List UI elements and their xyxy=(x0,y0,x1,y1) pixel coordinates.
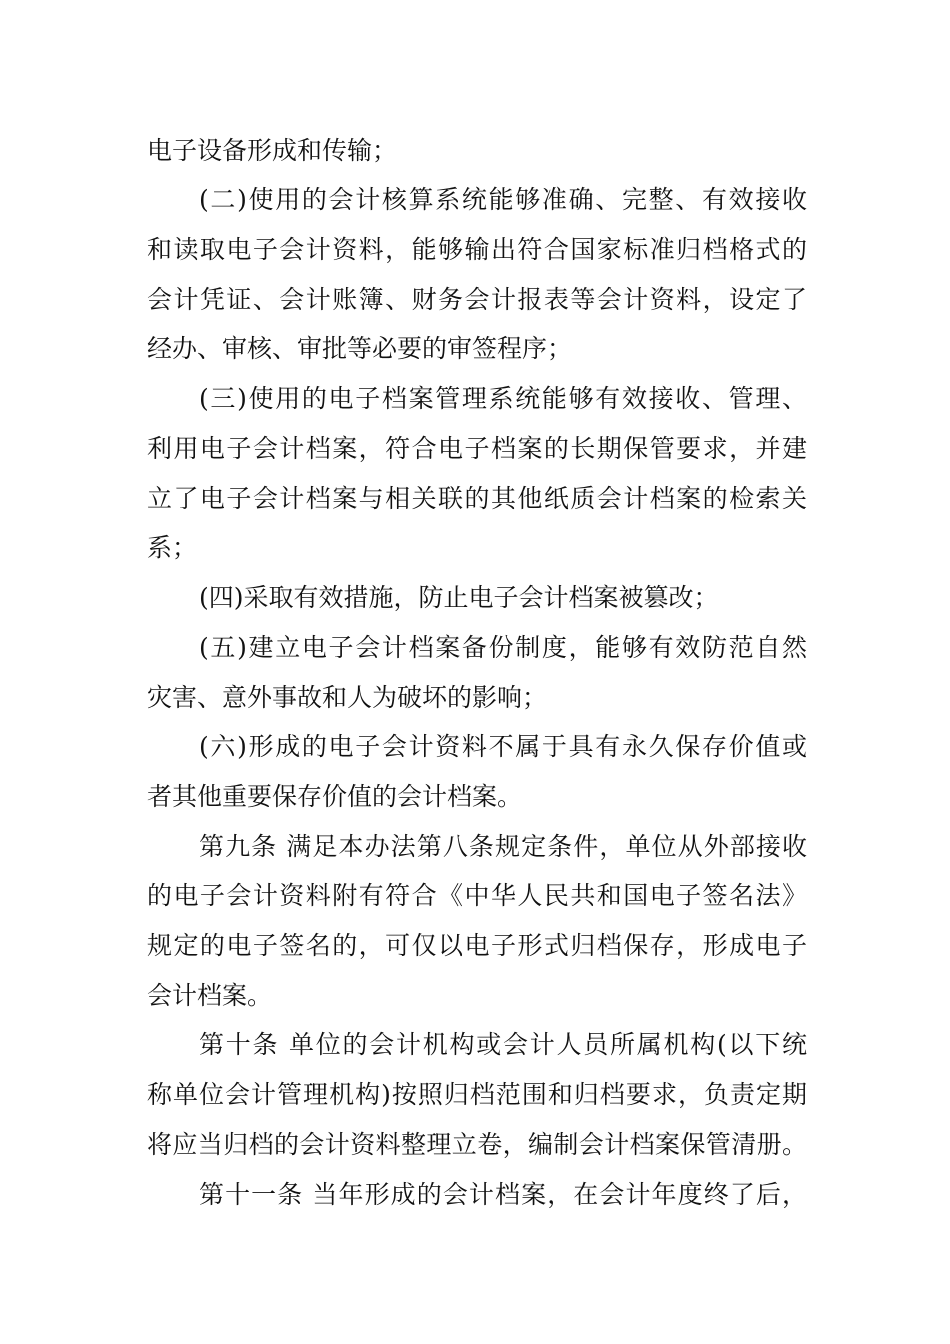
text-line: 第十一条 当年形成的会计档案，在会计年度终了后， xyxy=(199,1180,807,1209)
text-line: 者其他重要保存价值的会计档案。 xyxy=(147,782,523,811)
text-line: 规定的电子签名的，可仅以电子形式归档保存，形成电子 xyxy=(147,931,807,960)
text-line: (六)形成的电子会计资料不属于具有永久保存价值或 xyxy=(199,732,807,761)
text-line: (二)使用的会计核算系统能够准确、完整、有效接收 xyxy=(199,185,807,214)
text-line: 第十条 单位的会计机构或会计人员所属机构(以下统 xyxy=(199,1030,807,1059)
text-line: 将应当归档的会计资料整理立卷，编制会计档案保管清册。 xyxy=(147,1130,807,1159)
text-line: 灾害、意外事故和人为破坏的影响； xyxy=(147,683,548,712)
text-line: (五)建立电子会计档案备份制度，能够有效防范自然 xyxy=(199,633,807,662)
text-line: 电子设备形成和传输； xyxy=(147,136,398,165)
text-line: 利用电子会计档案，符合电子档案的长期保管要求，并建 xyxy=(147,434,807,463)
text-line: 系； xyxy=(147,533,198,562)
text-line: 会计档案。 xyxy=(147,981,273,1010)
text-line: 立了电子会计档案与相关联的其他纸质会计档案的检索关 xyxy=(147,484,807,513)
text-line: 和读取电子会计资料，能够输出符合国家标准归档格式的 xyxy=(147,235,807,264)
text-line: (三)使用的电子档案管理系统能够有效接收、管理、 xyxy=(199,384,807,413)
text-line: 的电子会计资料附有符合《中华人民共和国电子签名法》 xyxy=(147,881,807,910)
text-line: 经办、审核、审批等必要的审签程序； xyxy=(147,334,573,363)
text-line: (四)采取有效措施，防止电子会计档案被篡改； xyxy=(199,583,719,612)
text-line: 第九条 满足本办法第八条规定条件，单位从外部接收 xyxy=(199,832,807,861)
text-line: 称单位会计管理机构)按照归档范围和归档要求，负责定期 xyxy=(147,1080,807,1109)
text-line: 会计凭证、会计账簿、财务会计报表等会计资料，设定了 xyxy=(147,285,807,314)
